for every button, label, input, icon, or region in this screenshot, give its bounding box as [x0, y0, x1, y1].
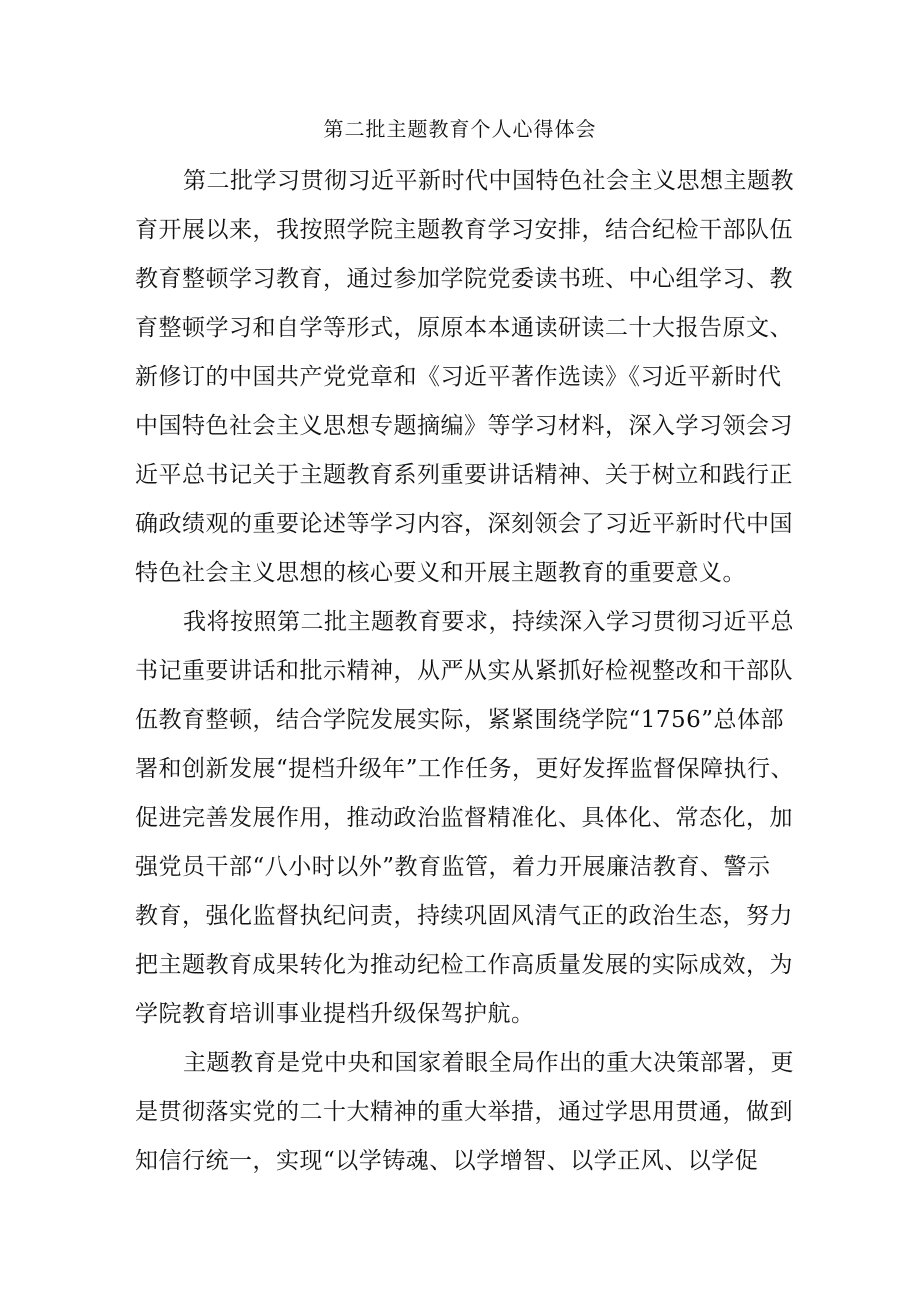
paragraph-3-line-3: 知信行统一，实现“以学铸魂、以学增智、以学正风、以学促	[135, 1148, 759, 1174]
paragraph-2-line-7: 教育，强化监督执纪问责，持续巩固风清气正的政治生态，努力	[135, 903, 793, 929]
paragraph-3-line-1: 主题教育是党中央和国家着眼全局作出的重大决策部署，更	[183, 1050, 794, 1076]
paragraph-1-line-8: 确政绩观的重要论述等学习内容，深刻领会了习近平新时代中国	[135, 511, 793, 537]
paragraph-1-line-7: 近平总书记关于主题教育系列重要讲话精神、关于树立和践行正	[135, 462, 793, 488]
paragraph-1-line-2: 育开展以来，我按照学院主题教育学习安排，结合纪检干部队伍	[135, 217, 793, 243]
paragraph-2-line-8: 把主题教育成果转化为推动纪检工作高质量发展的实际成效，为	[135, 952, 793, 978]
paragraph-1-line-9: 特色社会主义思想的核心要义和开展主题教育的重要意义。	[135, 560, 746, 586]
paragraph-1-line-6: 中国特色社会主义思想专题摘编》等学习材料，深入学习领会习	[135, 413, 793, 439]
paragraph-1-line-1: 第二批学习贯彻习近平新时代中国特色社会主义思想主题教	[183, 168, 794, 194]
paragraph-1-line-3: 教育整顿学习教育，通过参加学院党委读书班、中心组学习、教	[135, 266, 793, 292]
paragraph-2-line-1: 我将按照第二批主题教育要求，持续深入学习贯彻习近平总	[183, 609, 794, 635]
paragraph-2-line-4: 署和创新发展“提档升级年”工作任务，更好发挥监督保障执行、	[135, 756, 795, 782]
paragraph-2-line-2: 书记重要讲话和批示精神，从严从实从紧抓好检视整改和干部队	[135, 658, 793, 684]
paragraph-2-line-3: 伍教育整顿，结合学院发展实际，紧紧围绕学院“1756”总体部	[135, 707, 785, 733]
paragraph-2-line-5: 促进完善发展作用，推动政治监督精准化、具体化、常态化，加	[135, 805, 793, 831]
paragraph-1-line-5: 新修订的中国共产党党章和《习近平著作选读》《习近平新时代	[135, 364, 782, 390]
paragraph-2-line-6: 强党员干部“八小时以外”教育监管，着力开展廉洁教育、警示	[135, 854, 771, 880]
paragraph-1-line-4: 育整顿学习和自学等形式，原原本本通读研读二十大报告原文、	[135, 315, 793, 341]
paragraph-2-line-9: 学院教育培训事业提档升级保驾护航。	[135, 1001, 535, 1027]
document-title: 第二批主题教育个人心得体会	[323, 117, 597, 141]
paragraph-3-line-2: 是贯彻落实党的二十大精神的重大举措，通过学思用贯通，做到	[135, 1099, 793, 1125]
